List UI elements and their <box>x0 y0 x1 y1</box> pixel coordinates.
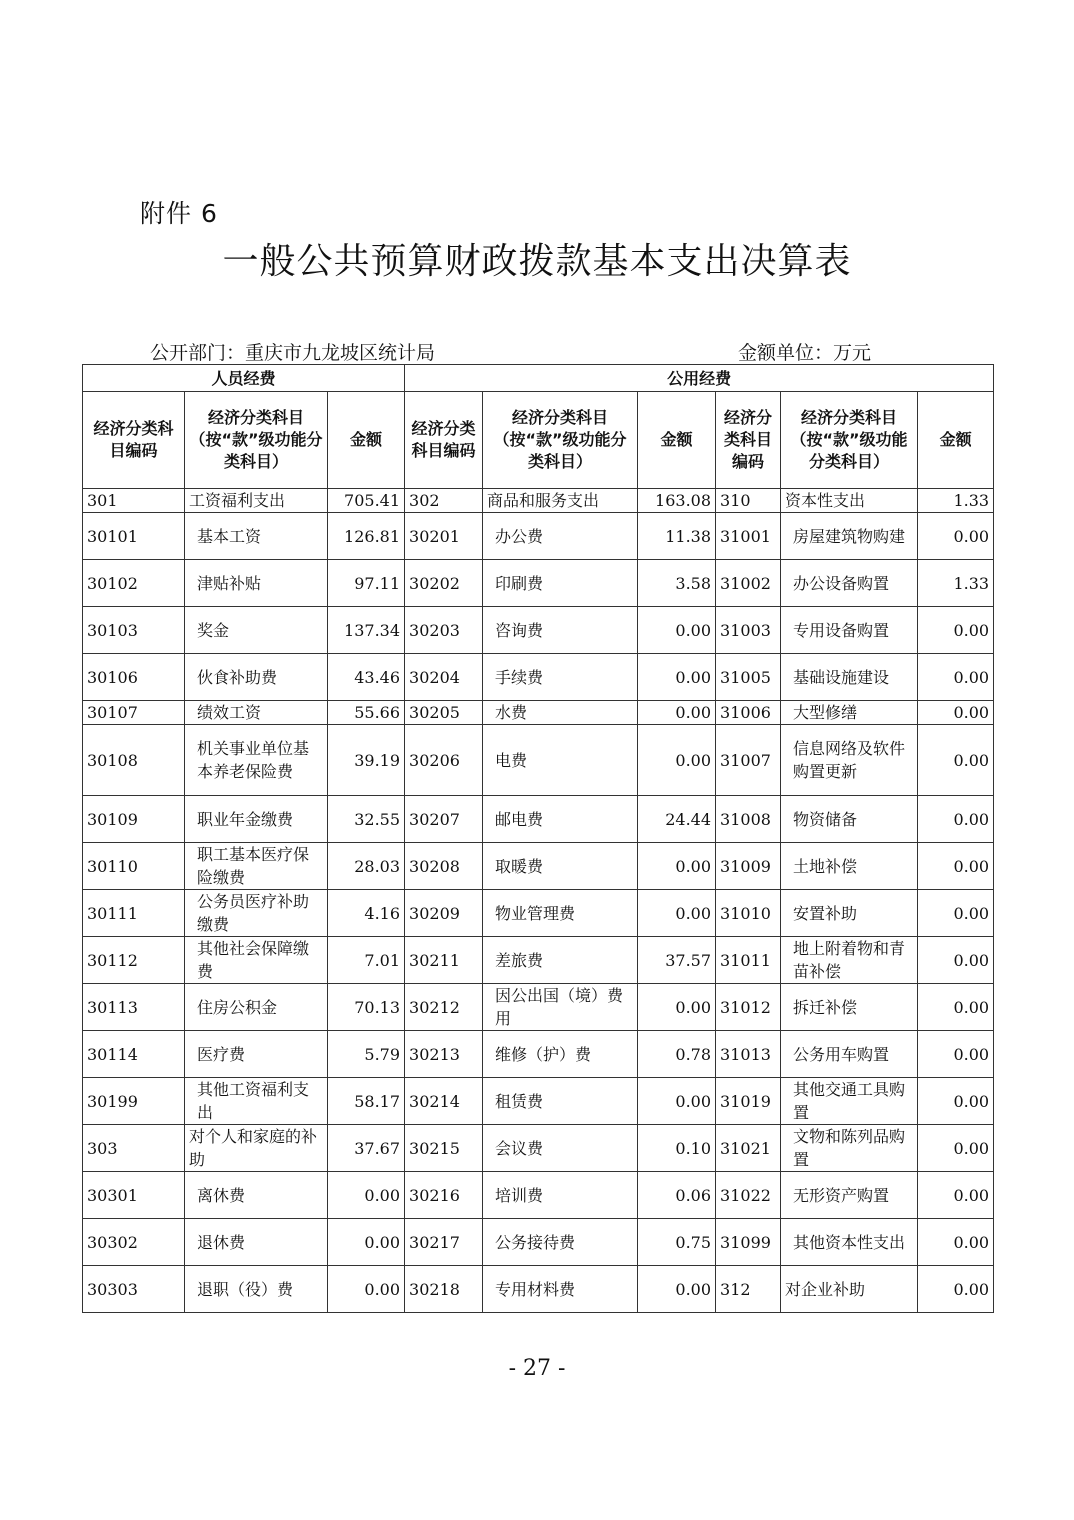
name-cell: 其他社会保障缴费 <box>185 937 328 984</box>
code-cell: 30214 <box>405 1078 483 1125</box>
table-row <box>83 890 994 937</box>
table-row <box>83 984 994 1031</box>
name-cell: 公务用车购置 <box>781 1031 918 1078</box>
col-header-code: 经济分类科目编码 <box>716 392 781 489</box>
code-cell: 302 <box>405 489 483 513</box>
code-cell: 30202 <box>405 560 483 607</box>
code-cell: 30112 <box>83 937 185 984</box>
amount-cell: 1.33 <box>918 560 994 607</box>
code-cell: 30103 <box>83 607 185 654</box>
amount-cell: 0.00 <box>918 1172 994 1219</box>
table-row <box>83 560 994 607</box>
code-cell: 30107 <box>83 701 185 725</box>
table-row <box>83 607 994 654</box>
code-cell: 30108 <box>83 725 185 796</box>
name-cell: 取暖费 <box>483 843 638 890</box>
name-cell: 会议费 <box>483 1125 638 1172</box>
code-cell: 30215 <box>405 1125 483 1172</box>
amount-cell: 1.33 <box>918 489 994 513</box>
amount-cell: 0.06 <box>638 1172 716 1219</box>
code-cell: 31009 <box>716 843 781 890</box>
code-cell: 30207 <box>405 796 483 843</box>
amount-cell: 137.34 <box>328 607 405 654</box>
amount-cell: 11.38 <box>638 513 716 560</box>
name-cell: 绩效工资 <box>185 701 328 725</box>
name-cell: 专用设备购置 <box>781 607 918 654</box>
name-cell: 其他工资福利支出 <box>185 1078 328 1125</box>
amount-cell: 0.00 <box>638 843 716 890</box>
code-cell: 31003 <box>716 607 781 654</box>
amount-cell: 705.41 <box>328 489 405 513</box>
table-row <box>83 701 994 725</box>
name-cell: 基础设施建设 <box>781 654 918 701</box>
code-cell: 31010 <box>716 890 781 937</box>
amount-cell: 0.10 <box>638 1125 716 1172</box>
code-cell: 31021 <box>716 1125 781 1172</box>
code-cell: 31099 <box>716 1219 781 1266</box>
amount-cell: 0.00 <box>638 725 716 796</box>
name-cell: 职工基本医疗保险缴费 <box>185 843 328 890</box>
amount-cell: 37.67 <box>328 1125 405 1172</box>
name-cell: 对个人和家庭的补助 <box>185 1125 328 1172</box>
code-cell: 31002 <box>716 560 781 607</box>
table-row <box>83 1266 994 1313</box>
name-cell: 手续费 <box>483 654 638 701</box>
name-cell: 住房公积金 <box>185 984 328 1031</box>
col-header-code: 经济分类科目编码 <box>405 392 483 489</box>
amount-cell: 0.00 <box>638 1266 716 1313</box>
amount-cell: 39.19 <box>328 725 405 796</box>
name-cell: 邮电费 <box>483 796 638 843</box>
name-cell: 咨询费 <box>483 607 638 654</box>
name-cell: 退职（役）费 <box>185 1266 328 1313</box>
amount-cell: 3.58 <box>638 560 716 607</box>
code-cell: 30212 <box>405 984 483 1031</box>
name-cell: 退休费 <box>185 1219 328 1266</box>
amount-cell: 0.00 <box>328 1266 405 1313</box>
code-cell: 30208 <box>405 843 483 890</box>
code-cell: 30209 <box>405 890 483 937</box>
col-header-amount: 金额 <box>918 392 994 489</box>
amount-cell: 58.17 <box>328 1078 405 1125</box>
amount-cell: 0.00 <box>918 1078 994 1125</box>
code-cell: 30205 <box>405 701 483 725</box>
code-cell: 30211 <box>405 937 483 984</box>
code-cell: 30303 <box>83 1266 185 1313</box>
amount-cell: 0.00 <box>638 701 716 725</box>
name-cell: 拆迁补偿 <box>781 984 918 1031</box>
page-title: 一般公共预算财政拨款基本支出决算表 <box>222 241 852 282</box>
col-header-name: 经济分类科目（按“款”级功能分类科目） <box>781 392 918 489</box>
table-row <box>83 1172 994 1219</box>
code-cell: 30301 <box>83 1172 185 1219</box>
name-cell: 对企业补助 <box>781 1266 918 1313</box>
code-cell: 31005 <box>716 654 781 701</box>
name-cell: 离休费 <box>185 1172 328 1219</box>
table-row <box>83 513 994 560</box>
name-cell: 物资储备 <box>781 796 918 843</box>
name-cell: 因公出国（境）费用 <box>483 984 638 1031</box>
name-cell: 大型修缮 <box>781 701 918 725</box>
amount-cell: 4.16 <box>328 890 405 937</box>
amount-cell: 28.03 <box>328 843 405 890</box>
amount-cell: 0.00 <box>918 513 994 560</box>
name-cell: 其他资本性支出 <box>781 1219 918 1266</box>
code-cell: 31013 <box>716 1031 781 1078</box>
amount-cell: 97.11 <box>328 560 405 607</box>
code-cell: 30109 <box>83 796 185 843</box>
name-cell: 资本性支出 <box>781 489 918 513</box>
code-cell: 30199 <box>83 1078 185 1125</box>
code-cell: 301 <box>83 489 185 513</box>
code-cell: 30113 <box>83 984 185 1031</box>
name-cell: 水费 <box>483 701 638 725</box>
table-row <box>83 1219 994 1266</box>
attachment-label: 附件 6 <box>140 199 218 228</box>
table-row <box>83 1125 994 1172</box>
col-header-name: 经济分类科目（按“款”级功能分类科目） <box>185 392 328 489</box>
name-cell: 信息网络及软件购置更新 <box>781 725 918 796</box>
amount-cell: 0.00 <box>638 607 716 654</box>
code-cell: 30101 <box>83 513 185 560</box>
amount-cell: 0.00 <box>638 1078 716 1125</box>
amount-cell: 0.00 <box>918 654 994 701</box>
code-cell: 31012 <box>716 984 781 1031</box>
table-row <box>83 725 994 796</box>
table-row <box>83 654 994 701</box>
table-row <box>83 489 994 513</box>
code-cell: 30203 <box>405 607 483 654</box>
name-cell: 商品和服务支出 <box>483 489 638 513</box>
name-cell: 电费 <box>483 725 638 796</box>
col-header-name: 经济分类科目（按“款”级功能分类科目） <box>483 392 638 489</box>
code-cell: 30302 <box>83 1219 185 1266</box>
col-header-amount: 金额 <box>638 392 716 489</box>
table-row <box>83 796 994 843</box>
code-cell: 310 <box>716 489 781 513</box>
code-cell: 312 <box>716 1266 781 1313</box>
name-cell: 公务接待费 <box>483 1219 638 1266</box>
code-cell: 30217 <box>405 1219 483 1266</box>
amount-cell: 37.57 <box>638 937 716 984</box>
name-cell: 培训费 <box>483 1172 638 1219</box>
code-cell: 30216 <box>405 1172 483 1219</box>
name-cell: 物业管理费 <box>483 890 638 937</box>
group-personnel-header: 人员经费 <box>83 365 405 392</box>
amount-cell: 0.00 <box>918 701 994 725</box>
name-cell: 无形资产购置 <box>781 1172 918 1219</box>
table-row <box>83 843 994 890</box>
amount-cell: 0.00 <box>918 890 994 937</box>
amount-cell: 0.00 <box>918 725 994 796</box>
amount-cell: 5.79 <box>328 1031 405 1078</box>
code-cell: 30206 <box>405 725 483 796</box>
amount-cell: 7.01 <box>328 937 405 984</box>
code-cell: 31006 <box>716 701 781 725</box>
code-cell: 30204 <box>405 654 483 701</box>
name-cell: 职业年金缴费 <box>185 796 328 843</box>
name-cell: 奖金 <box>185 607 328 654</box>
amount-cell: 163.08 <box>638 489 716 513</box>
amount-cell: 0.00 <box>328 1172 405 1219</box>
code-cell: 30111 <box>83 890 185 937</box>
department-label: 公开部门：重庆市九龙坡区统计局 <box>150 342 436 364</box>
name-cell: 公务员医疗补助缴费 <box>185 890 328 937</box>
code-cell: 30102 <box>83 560 185 607</box>
name-cell: 医疗费 <box>185 1031 328 1078</box>
amount-cell: 0.00 <box>918 843 994 890</box>
name-cell: 安置补助 <box>781 890 918 937</box>
code-cell: 31001 <box>716 513 781 560</box>
amount-cell: 0.00 <box>918 984 994 1031</box>
name-cell: 租赁费 <box>483 1078 638 1125</box>
amount-cell: 0.00 <box>918 796 994 843</box>
page-number: - 27 - <box>508 1356 566 1381</box>
code-cell: 31008 <box>716 796 781 843</box>
name-cell: 基本工资 <box>185 513 328 560</box>
code-cell: 30114 <box>83 1031 185 1078</box>
code-cell: 30213 <box>405 1031 483 1078</box>
table-row <box>83 1078 994 1125</box>
amount-cell: 0.00 <box>638 984 716 1031</box>
amount-cell: 0.00 <box>918 1125 994 1172</box>
amount-cell: 0.00 <box>918 1031 994 1078</box>
code-cell: 303 <box>83 1125 185 1172</box>
code-cell: 30201 <box>405 513 483 560</box>
group-public-header: 公用经费 <box>405 365 994 392</box>
amount-cell: 0.00 <box>918 1219 994 1266</box>
amount-cell: 0.00 <box>328 1219 405 1266</box>
col-header-code: 经济分类科目编码 <box>83 392 185 489</box>
name-cell: 土地补偿 <box>781 843 918 890</box>
name-cell: 其他交通工具购置 <box>781 1078 918 1125</box>
amount-cell: 0.00 <box>918 607 994 654</box>
table-row <box>83 1031 994 1078</box>
code-cell: 30110 <box>83 843 185 890</box>
name-cell: 机关事业单位基本养老保险费 <box>185 725 328 796</box>
code-cell: 31019 <box>716 1078 781 1125</box>
name-cell: 工资福利支出 <box>185 489 328 513</box>
name-cell: 文物和陈列品购置 <box>781 1125 918 1172</box>
col-header-amount: 金额 <box>328 392 405 489</box>
name-cell: 专用材料费 <box>483 1266 638 1313</box>
code-cell: 31022 <box>716 1172 781 1219</box>
name-cell: 差旅费 <box>483 937 638 984</box>
code-cell: 31007 <box>716 725 781 796</box>
name-cell: 办公设备购置 <box>781 560 918 607</box>
code-cell: 30106 <box>83 654 185 701</box>
amount-cell: 43.46 <box>328 654 405 701</box>
name-cell: 津贴补贴 <box>185 560 328 607</box>
name-cell: 房屋建筑物购建 <box>781 513 918 560</box>
amount-cell: 0.75 <box>638 1219 716 1266</box>
amount-cell: 0.00 <box>918 1266 994 1313</box>
code-cell: 31011 <box>716 937 781 984</box>
amount-cell: 32.55 <box>328 796 405 843</box>
amount-cell: 70.13 <box>328 984 405 1031</box>
amount-cell: 0.78 <box>638 1031 716 1078</box>
name-cell: 办公费 <box>483 513 638 560</box>
amount-cell: 0.00 <box>918 937 994 984</box>
amount-cell: 0.00 <box>638 890 716 937</box>
code-cell: 30218 <box>405 1266 483 1313</box>
table-row <box>83 937 994 984</box>
unit-label: 金额单位：万元 <box>738 342 872 364</box>
amount-cell: 55.66 <box>328 701 405 725</box>
amount-cell: 24.44 <box>638 796 716 843</box>
amount-cell: 126.81 <box>328 513 405 560</box>
amount-cell: 0.00 <box>638 654 716 701</box>
name-cell: 伙食补助费 <box>185 654 328 701</box>
budget-table <box>82 364 994 1313</box>
name-cell: 地上附着物和青苗补偿 <box>781 937 918 984</box>
name-cell: 维修（护）费 <box>483 1031 638 1078</box>
name-cell: 印刷费 <box>483 560 638 607</box>
